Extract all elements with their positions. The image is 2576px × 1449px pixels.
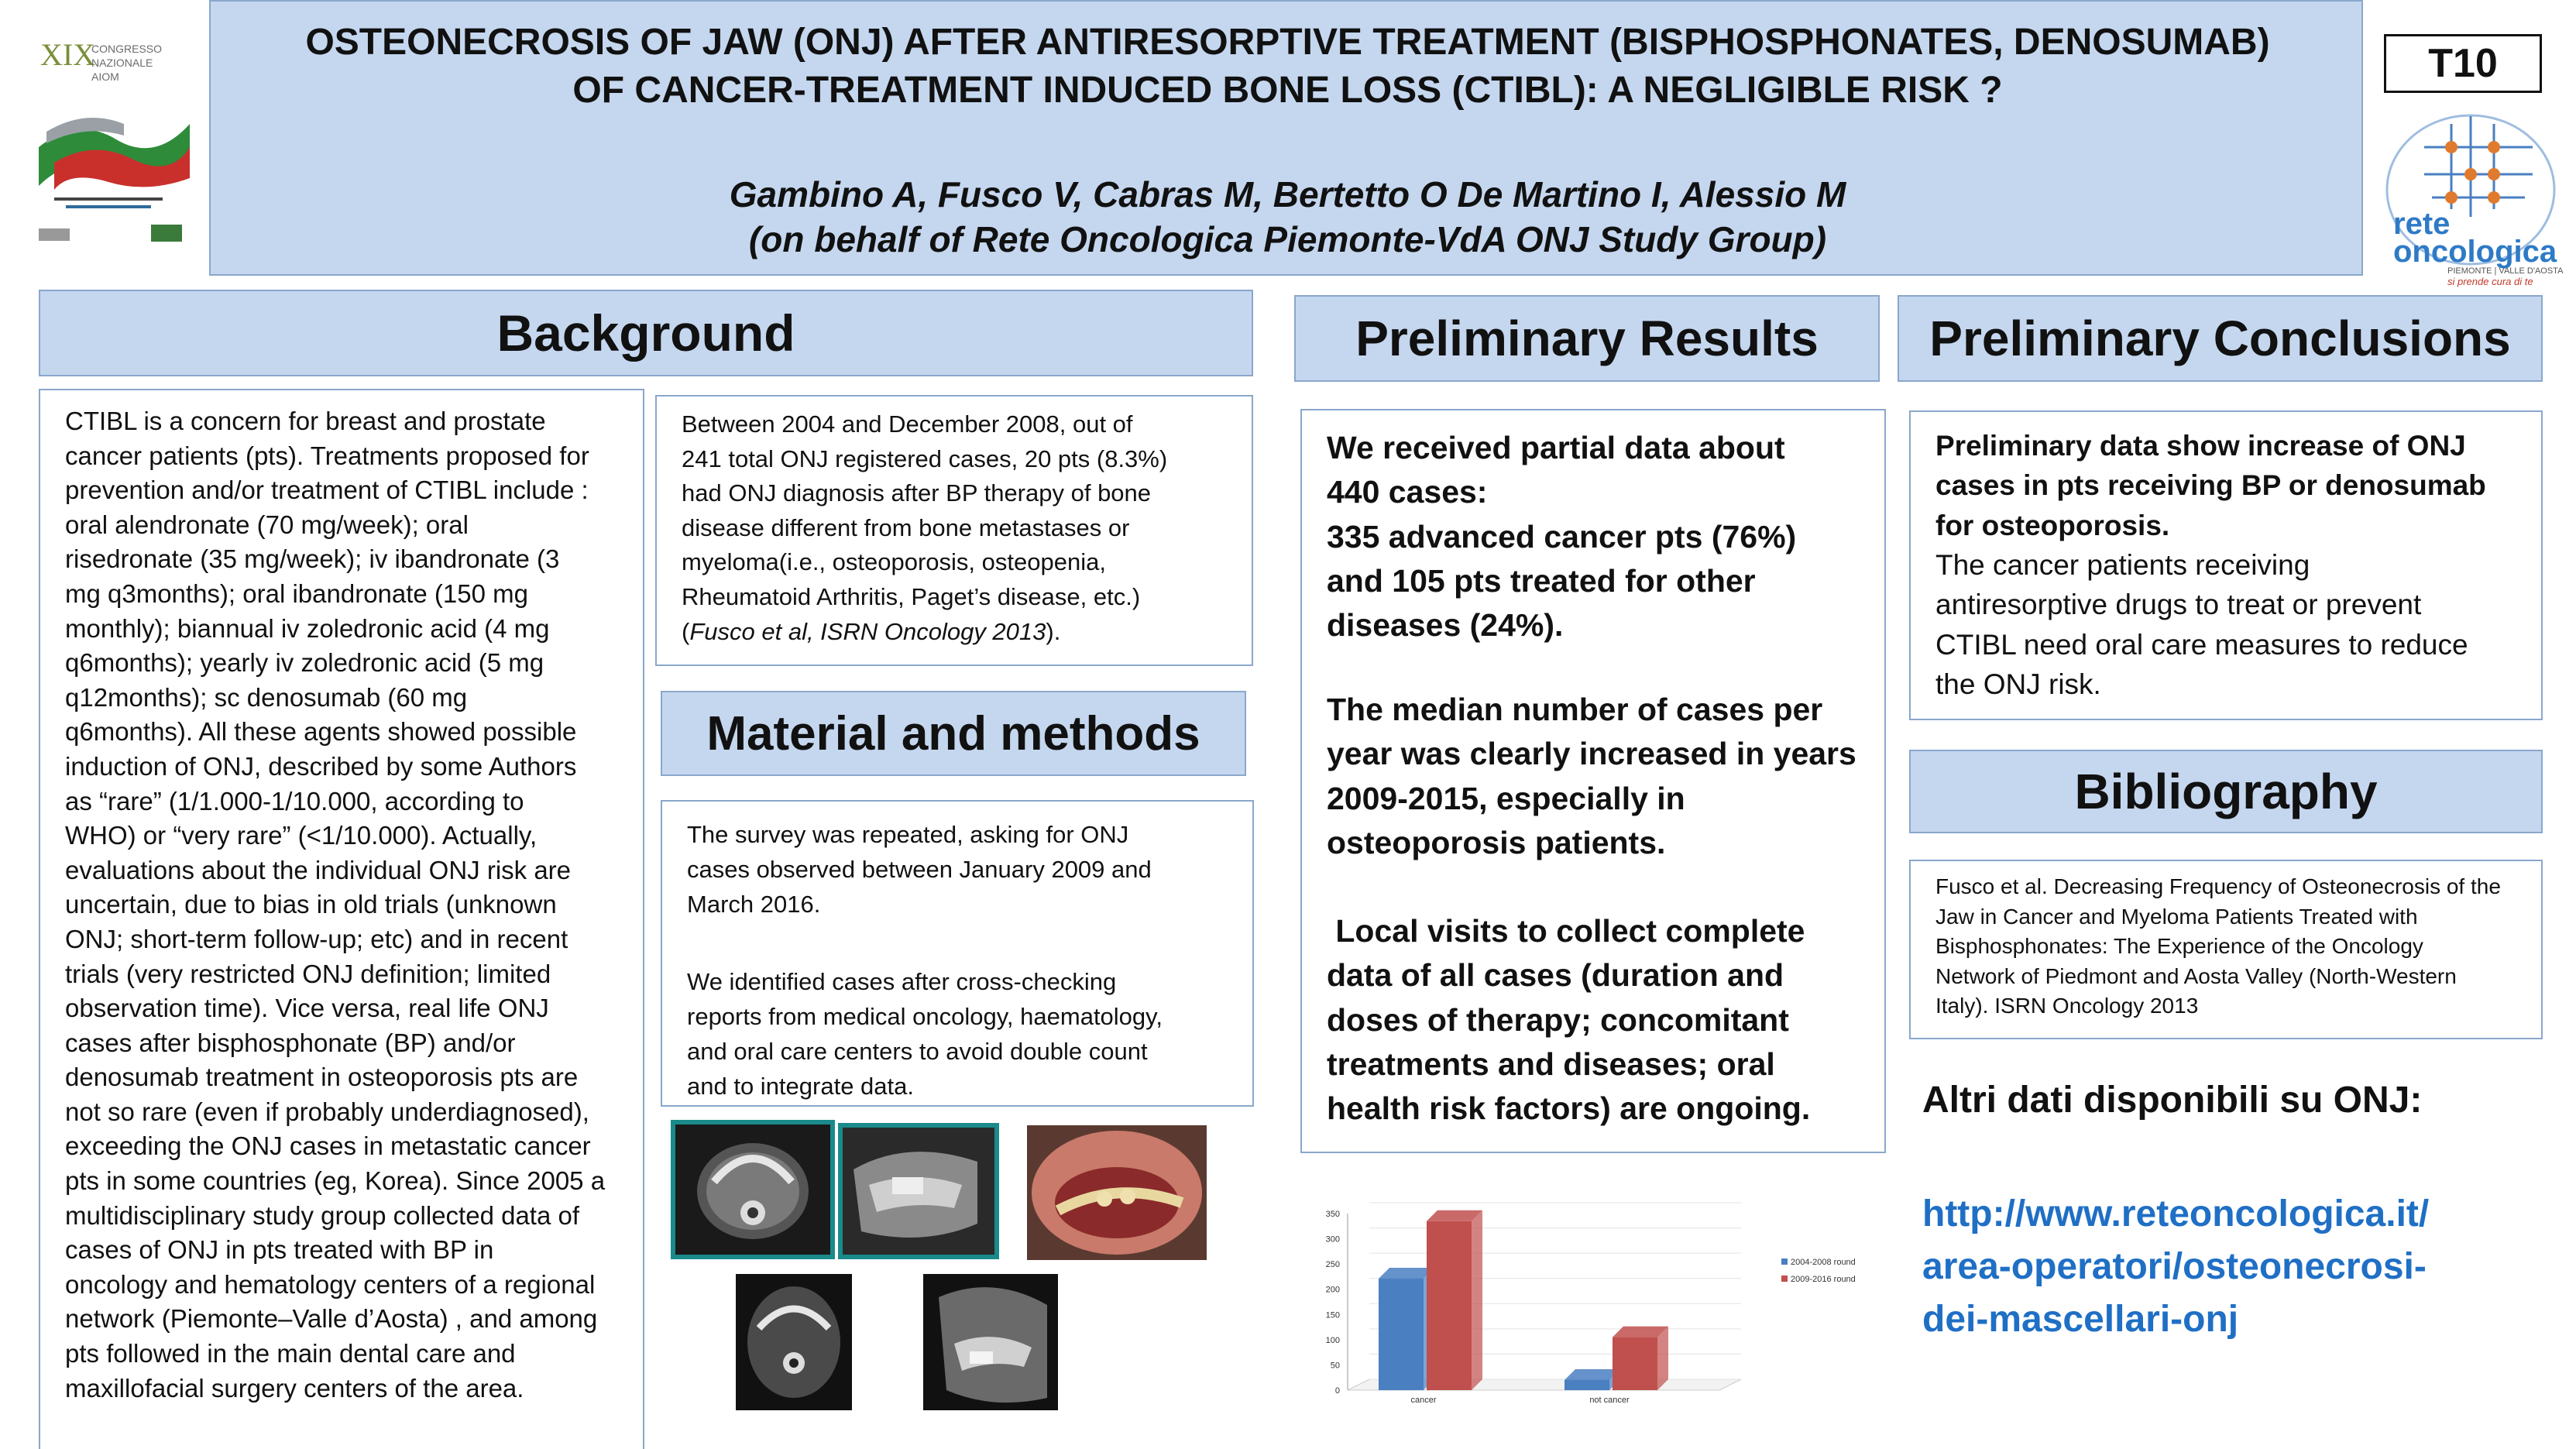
link-line: area-operatori/osteonecrosi- — [1922, 1246, 2427, 1287]
background-stats-box — [655, 395, 1253, 666]
results-line: health risk factors) are ongoing. — [1327, 1090, 1811, 1127]
background-line: observation time). Vice versa, real life ONJ — [65, 994, 549, 1023]
bibliography-heading: Bibliography — [1909, 750, 2543, 833]
background-line: denosumab treatment in osteoporosis pts are — [65, 1063, 579, 1092]
cases-bar-chart — [1301, 1181, 1890, 1406]
conclusions-text-box — [1909, 410, 2543, 720]
chart-y-tick: 150 — [1325, 1310, 1340, 1320]
background-line: cases after bisphosphonate (BP) and/or — [65, 1028, 516, 1057]
title-banner — [209, 0, 2363, 276]
svg-text:NAZIONALE: NAZIONALE — [91, 57, 153, 69]
results-line: 440 cases: — [1327, 474, 1488, 510]
link-line: http://www.reteoncologica.it/ — [1922, 1193, 2430, 1234]
conclusions-line: CTIBL need oral care measures to reduce — [1935, 628, 2468, 661]
onj-info-link[interactable] — [1922, 1188, 2429, 1346]
registry-stats-reference: (Fusco et al, ISRN Oncology 2013). — [682, 618, 1061, 645]
results-line: year was clearly increased in years — [1327, 736, 1856, 772]
chart-bar — [1427, 1221, 1472, 1390]
chart-bar — [1564, 1380, 1609, 1390]
svg-text:si prende cura di te: si prende cura di te — [2447, 276, 2533, 287]
svg-text:rete: rete — [2393, 207, 2451, 241]
results-paragraph-1 — [1327, 426, 1796, 647]
background-line: oral alendronate (70 mg/week); oral — [65, 510, 469, 539]
chart-y-tick: 50 — [1330, 1361, 1340, 1371]
results-line: and 105 pts treated for other — [1327, 562, 1756, 599]
chart-y-tick: 300 — [1325, 1234, 1340, 1245]
rete-oncologica-logo — [2378, 108, 2576, 294]
poster-code-badge: T10 — [2384, 34, 2542, 93]
methods-line: reports from medical oncology, haematology, — [687, 1003, 1163, 1030]
registry-stats-line: 241 total ONJ registered cases, 20 pts (8.3%) — [682, 445, 1168, 472]
methods-line: March 2016. — [687, 891, 821, 918]
results-line: We received partial data about — [1327, 430, 1785, 465]
svg-text:CONGRESSO: CONGRESSO — [91, 43, 163, 55]
chart-y-tick: 100 — [1325, 1335, 1340, 1345]
chart-y-tick: 200 — [1325, 1285, 1340, 1295]
methods-line: We identified cases after cross-checking — [687, 968, 1117, 995]
results-line: data of all cases (duration and — [1327, 957, 1784, 994]
conclusions-line: The cancer patients receiving — [1935, 549, 2310, 581]
bibliography-line: Jaw in Cancer and Myeloma Patients Treated with — [1935, 904, 2418, 929]
background-line: as “rare” (1/1.000-1/10.000, according to — [65, 786, 524, 815]
registry-stats-line: myeloma(i.e., osteoporosis, osteopenia, — [682, 548, 1106, 576]
results-line: doses of therapy; concomitant — [1327, 1001, 1789, 1038]
oral-lesion-photo — [1027, 1125, 1207, 1260]
chart-bar — [1613, 1337, 1657, 1390]
chart-x-tick: cancer — [1410, 1396, 1437, 1405]
bibliography-line: Network of Piedmont and Aosta Valley (North-Western — [1935, 963, 2457, 988]
conclusions-line: cases in pts receiving BP or denosumab — [1935, 469, 2486, 502]
results-paragraph-2 — [1327, 688, 1856, 865]
background-line: evaluations about the individual ONJ risk are — [65, 855, 572, 884]
background-heading: Background — [39, 290, 1253, 376]
methods-line: The survey was repeated, asking for ONJ — [687, 821, 1129, 848]
results-line: The median number of cases per — [1327, 692, 1823, 727]
methods-heading: Material and methods — [661, 691, 1246, 776]
bibliography-line: Bisphosphonates: The Experience of the Oncology — [1935, 934, 2423, 958]
conclusions-heading: Preliminary Conclusions — [1898, 295, 2543, 382]
methods-text-box — [661, 800, 1254, 1107]
results-text-box — [1300, 409, 1886, 1153]
methods-paragraph-2 — [687, 964, 1163, 1104]
results-paragraph-3 — [1327, 909, 1810, 1131]
methods-paragraph-1 — [687, 817, 1152, 922]
background-line: exceeding the ONJ cases in metastatic cancer — [65, 1131, 591, 1161]
background-line: oncology and hematology centers of a regional — [65, 1269, 596, 1299]
background-body — [65, 404, 638, 1406]
results-line: diseases (24%). — [1327, 607, 1564, 644]
methods-line: and oral care centers to avoid double count — [687, 1038, 1148, 1065]
ct-scan-sagittal-1 — [838, 1123, 999, 1259]
ct-scan-sagittal-2 — [923, 1274, 1058, 1410]
conclusions-line: the ONJ risk. — [1935, 668, 2101, 700]
background-line: ONJ; short-term follow-up; etc) and in recent — [65, 924, 568, 953]
authors: Gambino A, Fusco V, Cabras M, Bertetto O De Martino I, Alessio M (on behalf of Rete Oncologica Piemonte-VdA ONJ Study Group) — [729, 174, 1846, 259]
conclusions-line: antiresorptive drugs to treat or prevent — [1935, 589, 2422, 621]
methods-line: and to integrate data. — [687, 1073, 915, 1100]
chart-y-tick: 350 — [1325, 1210, 1340, 1219]
background-line: q12months); sc denosumab (60 mg — [65, 682, 468, 712]
results-line: osteoporosis patients. — [1327, 824, 1666, 860]
background-line: cancer patients (pts). Treatments proposed for — [65, 441, 589, 470]
background-line: prevention and/or treatment of CTIBL include : — [65, 476, 589, 505]
poster-title: OSTEONECROSIS OF JAW (ONJ) AFTER ANTIRESORPTIVE TREATMENT (BISPHOSPHONATES, DENOSUMAB) OF CANCER-TREATMENT INDUCED BONE LOSS (CTIBL): A NEGLIGIBLE RISK ? — [305, 22, 2270, 111]
chart-bar-side — [1472, 1210, 1482, 1390]
background-line: WHO) or “very rare” (<1/10.000). Actually, — [65, 821, 538, 850]
conclusions-key-finding — [1935, 426, 2486, 545]
background-line: multidisciplinary study group collected data of — [65, 1200, 580, 1230]
chart-bar — [1379, 1279, 1424, 1390]
registry-stats-text — [682, 407, 1247, 615]
conclusions-line: for osteoporosis. — [1935, 509, 2170, 541]
results-line: 335 advanced cancer pts (76%) — [1327, 518, 1797, 555]
bibliography-box — [1909, 860, 2543, 1039]
chart-y-tick: 0 — [1334, 1386, 1340, 1396]
background-line: pts followed in the main dental care and — [65, 1339, 516, 1368]
chart-legend-swatch — [1781, 1258, 1788, 1265]
link-line: dei-mascellari-onj — [1922, 1299, 2239, 1340]
background-line: induction of ONJ, described by some Authors — [65, 751, 577, 781]
congress-numeral: XIX — [40, 37, 96, 72]
ct-scan-axial-2 — [736, 1274, 852, 1410]
ct-scan-axial-1 — [671, 1120, 835, 1259]
background-line: CTIBL is a concern for breast and prostate — [65, 407, 546, 435]
registry-stats-line: Between 2004 and December 2008, out of — [682, 410, 1133, 438]
conclusions-line: Preliminary data show increase of ONJ — [1935, 430, 2466, 462]
background-line: cases of ONJ in pts treated with BP in — [65, 1235, 494, 1265]
registry-stats-line: disease different from bone metastases or — [682, 513, 1130, 541]
registry-stats-line: Rheumatoid Arthritis, Paget’s disease, etc.) — [682, 582, 1141, 610]
bibliography-line: Fusco et al. Decreasing Frequency of Osteonecrosis of the — [1935, 874, 2501, 898]
results-heading: Preliminary Results — [1294, 295, 1880, 382]
chart-x-tick: not cancer — [1589, 1396, 1630, 1405]
background-line: monthly); biannual iv zoledronic acid (4 mg — [65, 613, 550, 643]
chart-legend-label: 2004-2008 round — [1791, 1258, 1856, 1267]
background-line: mg q3months); oral ibandronate (150 mg — [65, 579, 528, 608]
chart-bar-side — [1657, 1327, 1668, 1390]
chart-legend-label: 2009-2016 round — [1791, 1275, 1856, 1284]
svg-text:oncologica: oncologica — [2393, 235, 2557, 269]
svg-text:AIOM: AIOM — [91, 70, 119, 83]
chart-legend-swatch — [1781, 1276, 1788, 1282]
results-line: treatments and diseases; oral — [1327, 1046, 1775, 1082]
conclusions-recommendation — [1935, 545, 2468, 704]
background-line: maxillofacial surgery centers of the area. — [65, 1373, 524, 1403]
methods-line: cases observed between January 2009 and — [687, 856, 1152, 883]
background-line: network (Piemonte–Valle d’Aosta) , and among — [65, 1304, 598, 1334]
background-line: pts in some countries (eg, Korea). Since 2005 a — [65, 1166, 606, 1196]
background-line: q6months). All these agents showed possible — [65, 717, 577, 747]
background-line: uncertain, due to bias in old trials (unknown — [65, 890, 557, 919]
more-data-heading: Altri dati disponibili su ONJ: — [1922, 1080, 2423, 1121]
congress-logo — [31, 31, 194, 248]
background-line: risedronate (35 mg/week); iv ibandronate (3 — [65, 544, 560, 574]
chart-y-tick: 250 — [1325, 1260, 1340, 1270]
results-line: Local visits to collect complete — [1327, 913, 1805, 949]
bibliography-line: Italy). ISRN Oncology 2013 — [1935, 994, 2199, 1018]
background-text-box — [39, 389, 644, 1449]
background-line: trials (very restricted ONJ definition; limited — [65, 959, 551, 988]
background-line: not so rare (even if probably underdiagnosed), — [65, 1097, 589, 1126]
svg-text:PIEMONTE | VALLE D'AOSTA: PIEMONTE | VALLE D'AOSTA — [2447, 266, 2564, 276]
registry-stats-line: had ONJ diagnosis after BP therapy of bone — [682, 479, 1152, 507]
background-line: q6months); yearly iv zoledronic acid (5 mg — [65, 648, 544, 678]
results-line: 2009-2015, especially in — [1327, 780, 1685, 816]
bibliography-entry — [1935, 872, 2501, 1022]
